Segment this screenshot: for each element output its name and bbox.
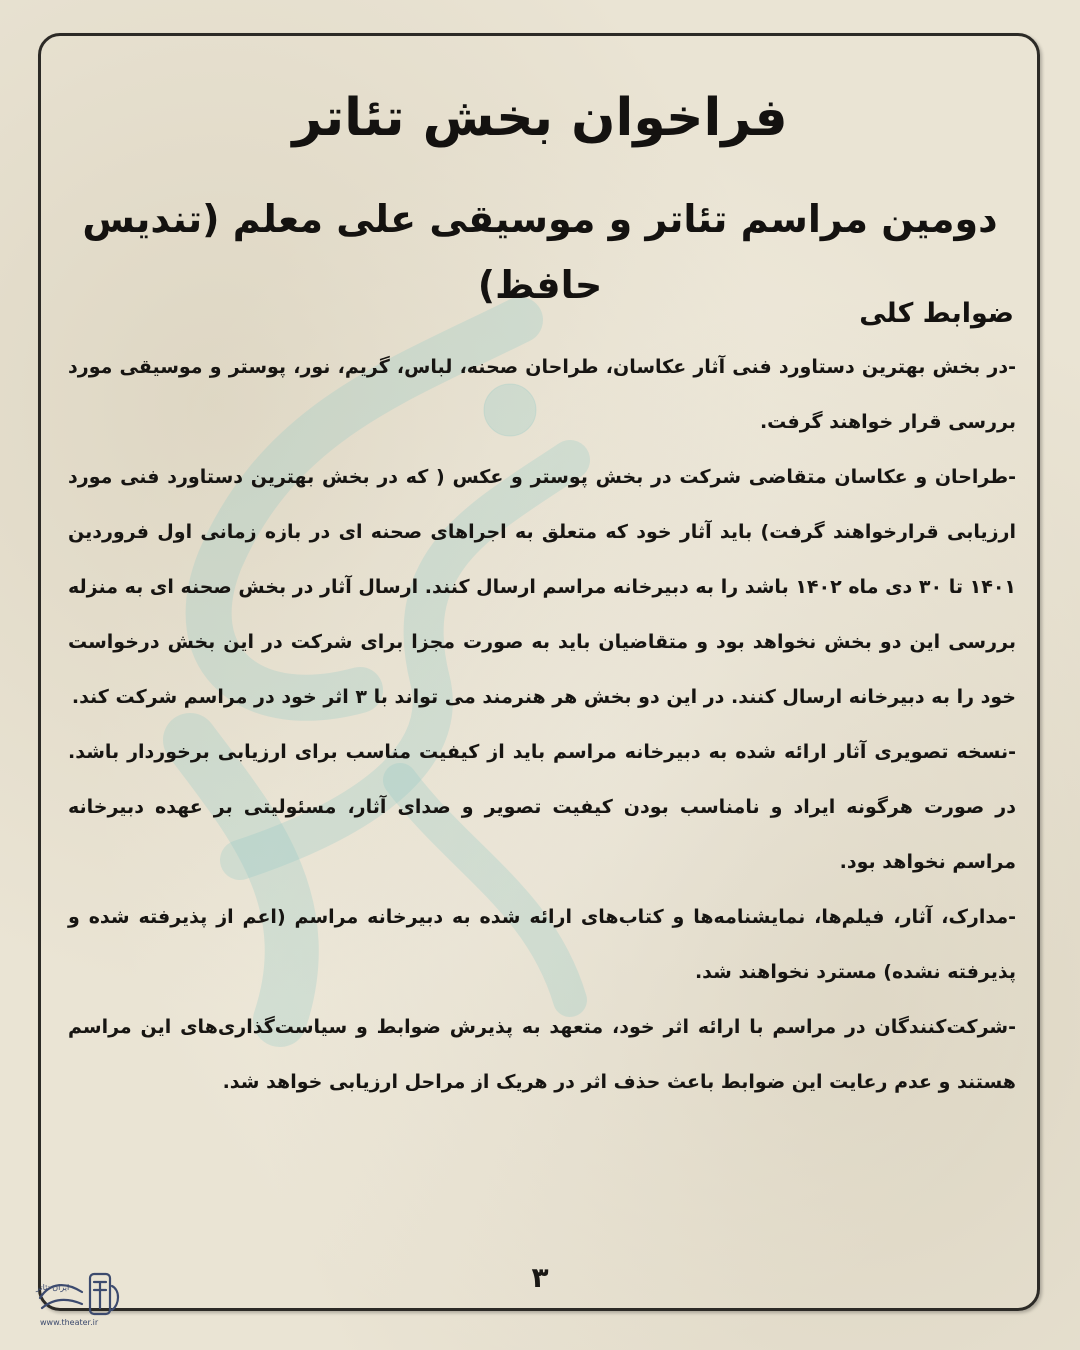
logo-text: ایران تئاتر	[36, 1283, 70, 1292]
section-heading: ضوابط کلی	[859, 298, 1014, 329]
rule-paragraph: -مدارک، آثار، فیلم‌ها، نمایشنامه‌ها و کتاب‌های ارائه شده به دبیرخانه مراسم (اعم از پذیرفته شده و پذیرفته نشده) مسترد نخواهند شد.	[68, 906, 1016, 983]
rules-body	[68, 340, 1016, 1110]
logo-url: www.theater.ir	[40, 1318, 99, 1327]
rule-paragraph: -نسخه تصویری آثار ارائه شده به دبیرخانه مراسم باید از کیفیت مناسب برای ارزیابی برخوردار باشد. در صورت هرگونه ایراد و نامناسب بودن کیفیت تصویر و صدای آثار، مسئولیتی بر عهده دبیرخانه مراسم نخواهد بود.	[68, 741, 1016, 873]
rule-paragraph: -شرکت‌کنندگان در مراسم با ارائه اثر خود، متعهد به پذیرش ضوابط و سیاست‌گذاری‌های این مراسم هستند و عدم رعایت این ضوابط باعث حذف اثر در هریک از مراحل ارزیابی خواهد شد.	[68, 1016, 1016, 1093]
page-subtitle: دومین مراسم تئاتر و موسیقی علی معلم (تندیس حافظ)	[82, 197, 998, 307]
rule-paragraph: -در بخش بهترین دستاورد فنی آثار عکاسان، طراحان صحنه، لباس، گریم، نور، پوستر و موسیقی مورد بررسی قرار خواهند گرفت.	[68, 356, 1016, 433]
page-title: فراخوان بخش تئاتر	[292, 88, 788, 148]
rule-paragraph: -طراحان و عکاسان متقاضی شرکت در بخش پوستر و عکس ( که در بخش بهترین دستاورد فنی مورد ارزیابی قرارخواهند گرفت) باید آثار خود که متعلق به اجراهای صحنه ای در بازه زمانی اول فروردین ۱۴۰۱ تا ۳۰ دی ماه ۱۴۰۲ باشد را به دبیرخانه مراسم ارسال کنند. ارسال آثار در بخش صحنه ای به منزله بررسی این دو بخش نخواهد بود و متقاضیان باید به صورت مجزا برای شرکت در این بخش درخواست خود را به دبیرخانه ارسال کنند. در این دو بخش هر هنرمند می تواند با ۳ اثر خود در مراسم شرکت کند.	[68, 466, 1017, 708]
page-number: ۳	[531, 1261, 549, 1294]
